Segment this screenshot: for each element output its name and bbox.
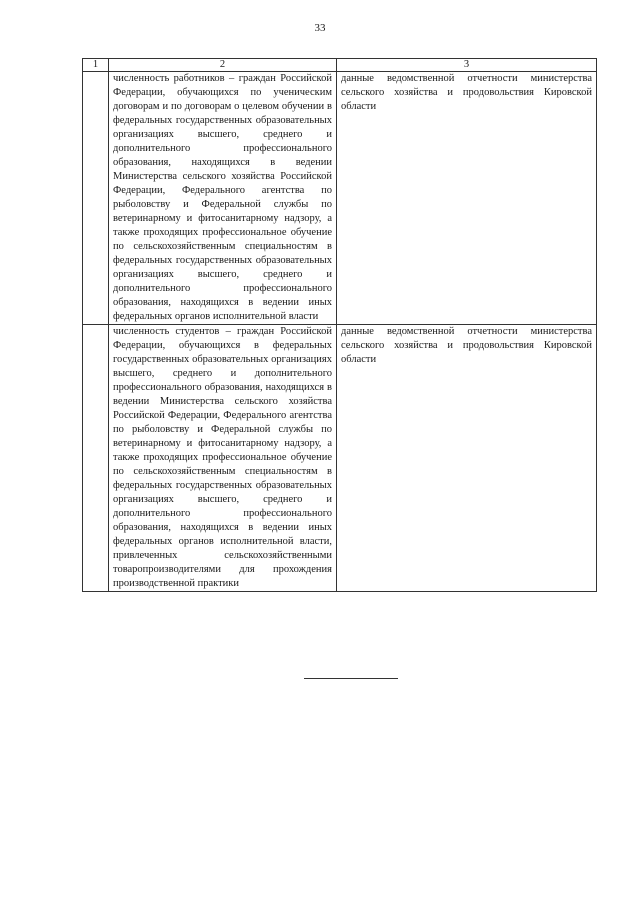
- row-cell-indicator: численность студентов – граждан Российской Федерации, обучающихся в федеральных государственных образовательных организациях высшего, среднего и дополнительного профессионального образования, находящихся в ведении Министерства сельского хозяйства Российской Федерации, Федерального агентства по рыболовству и Федеральной службы по ветеринарному и фитосанитарному надзору, а также проходящих профессиональное обучение по сельскохозяйственным специальностям в федеральных государственных образовательных организациях высшего, среднего и дополнительного профессионального образования, находящихся в ведении иных федеральных органов исполнительной власти, привлеченных сельскохозяйственными товаропроизводителями для прохождения производственной практики: [109, 325, 337, 592]
- column-header-3: 3: [337, 59, 597, 72]
- row-cell-source: данные ведомственной отчетности министерства сельского хозяйства и продовольствия Кировской области: [337, 325, 597, 592]
- row-cell-source: данные ведомственной отчетности министерства сельского хозяйства и продовольствия Кировской области: [337, 72, 597, 325]
- indicator-table: [82, 58, 597, 592]
- closing-rule: [304, 678, 398, 679]
- row-cell-number: [83, 325, 109, 592]
- column-header-1: 1: [83, 59, 109, 72]
- row-cell-number: [83, 72, 109, 325]
- table-row: [83, 325, 597, 592]
- table-row: [83, 72, 597, 325]
- row-cell-indicator: численность работников – граждан Российской Федерации, обучающихся по ученическим договорам и по договорам о целевом обучении в федеральных государственных образовательных организациях высшего, среднего и дополнительного профессионального образования, находящихся в ведении Министерства сельского хозяйства Российской Федерации, Федерального агентства по рыболовству и Федеральной службы по ветеринарному и фитосанитарному надзору, а также проходящих профессиональное обучение по сельскохозяйственным специальностям в федеральных государственных образовательных организациях высшего, среднего и дополнительного профессионального образования, находящихся в ведении иных федеральных органов исполнительной власти: [109, 72, 337, 325]
- table-header-row: [83, 59, 597, 72]
- page-number: 33: [314, 22, 326, 34]
- column-header-2: 2: [109, 59, 337, 72]
